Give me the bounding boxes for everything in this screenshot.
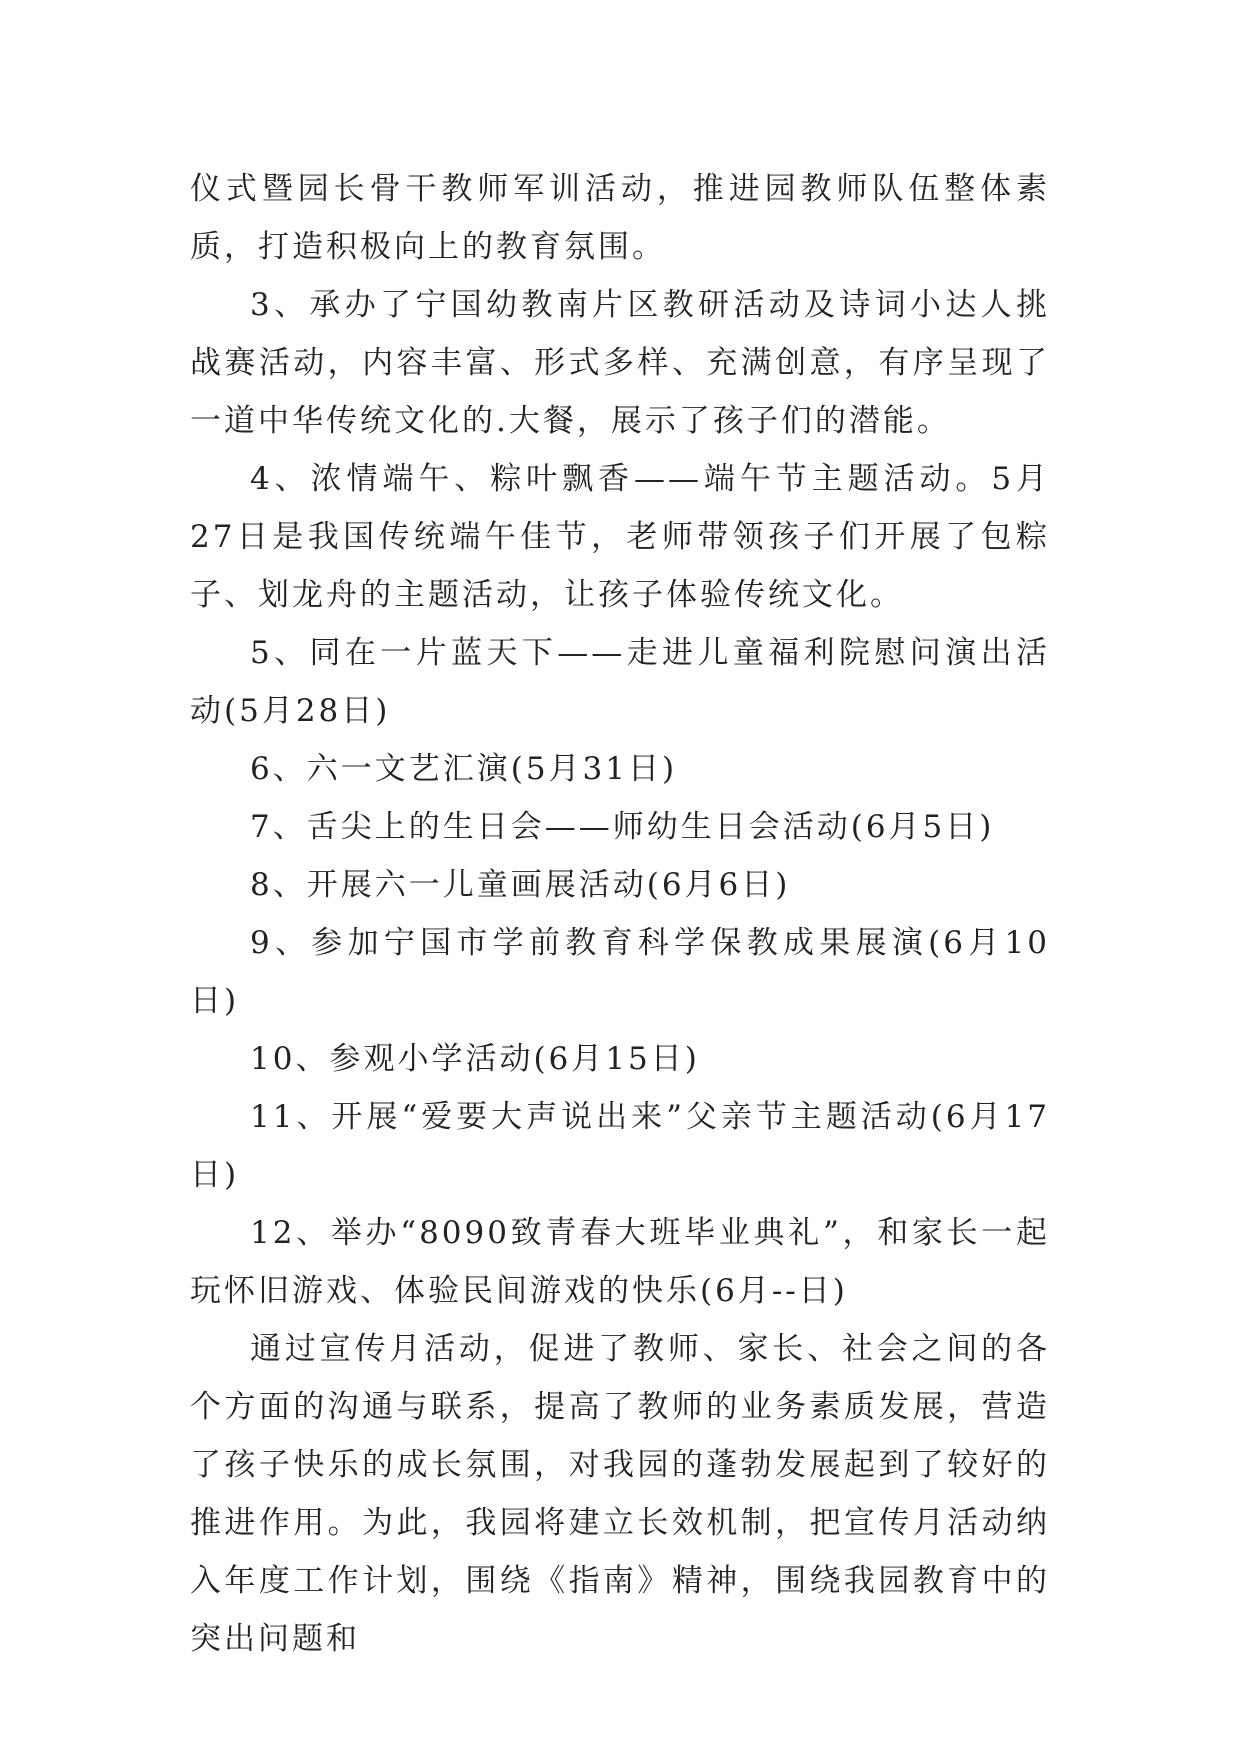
paragraph-summary: 通过宣传月活动，促进了教师、家长、社会之间的各个方面的沟通与联系，提高了教师的业务素质发展，营造了孩子快乐的成长氛围，对我园的蓬勃发展起到了较好的推进作用。为此，我园将建立长效机制，把宣传月活动纳入年度工作计划，围绕《指南》精神，围绕我园教育中的突出问题和 — [190, 1331, 1050, 1657]
paragraph-item-6: 6、六一文艺汇演(5月31日) — [250, 751, 678, 787]
paragraph-continuation: 仪式暨园长骨干教师军训活动，推进园教师队伍整体素质，打造积极向上的教育氛围。 — [190, 171, 1050, 265]
paragraph-item-3: 3、承办了宁国幼教南片区教研活动及诗词小达人挑战赛活动，内容丰富、形式多样、充满创意，有序呈现了一道中华传统文化的.大餐，展示了孩子们的潜能。 — [190, 287, 1050, 439]
paragraph-item-8: 8、开展六一儿童画展活动(6月6日) — [250, 867, 791, 903]
paragraph-item-5: 5、同在一片蓝天下——走进儿童福利院慰问演出活动(5月28日) — [190, 635, 1050, 729]
paragraph-item-7: 7、舌尖上的生日会——师幼生日会活动(6月5日) — [250, 809, 995, 845]
paragraph-item-12: 12、举办“8090致青春大班毕业典礼”，和家长一起玩怀旧游戏、体验民间游戏的快乐(6月--日) — [190, 1215, 1050, 1309]
paragraph-item-9: 9、参加宁国市学前教育科学保教成果展演(6月10日) — [190, 925, 1050, 1019]
paragraph-item-4: 4、浓情端午、粽叶飘香——端午节主题活动。5月27日是我国传统端午佳节，老师带领孩子们开展了包粽子、划龙舟的主题活动，让孩子体验传统文化。 — [190, 461, 1050, 613]
paragraph-item-10: 10、参观小学活动(6月15日) — [250, 1041, 700, 1077]
paragraph-item-11: 11、开展“爱要大声说出来”父亲节主题活动(6月17日) — [190, 1099, 1050, 1193]
document-body — [190, 160, 1050, 1668]
